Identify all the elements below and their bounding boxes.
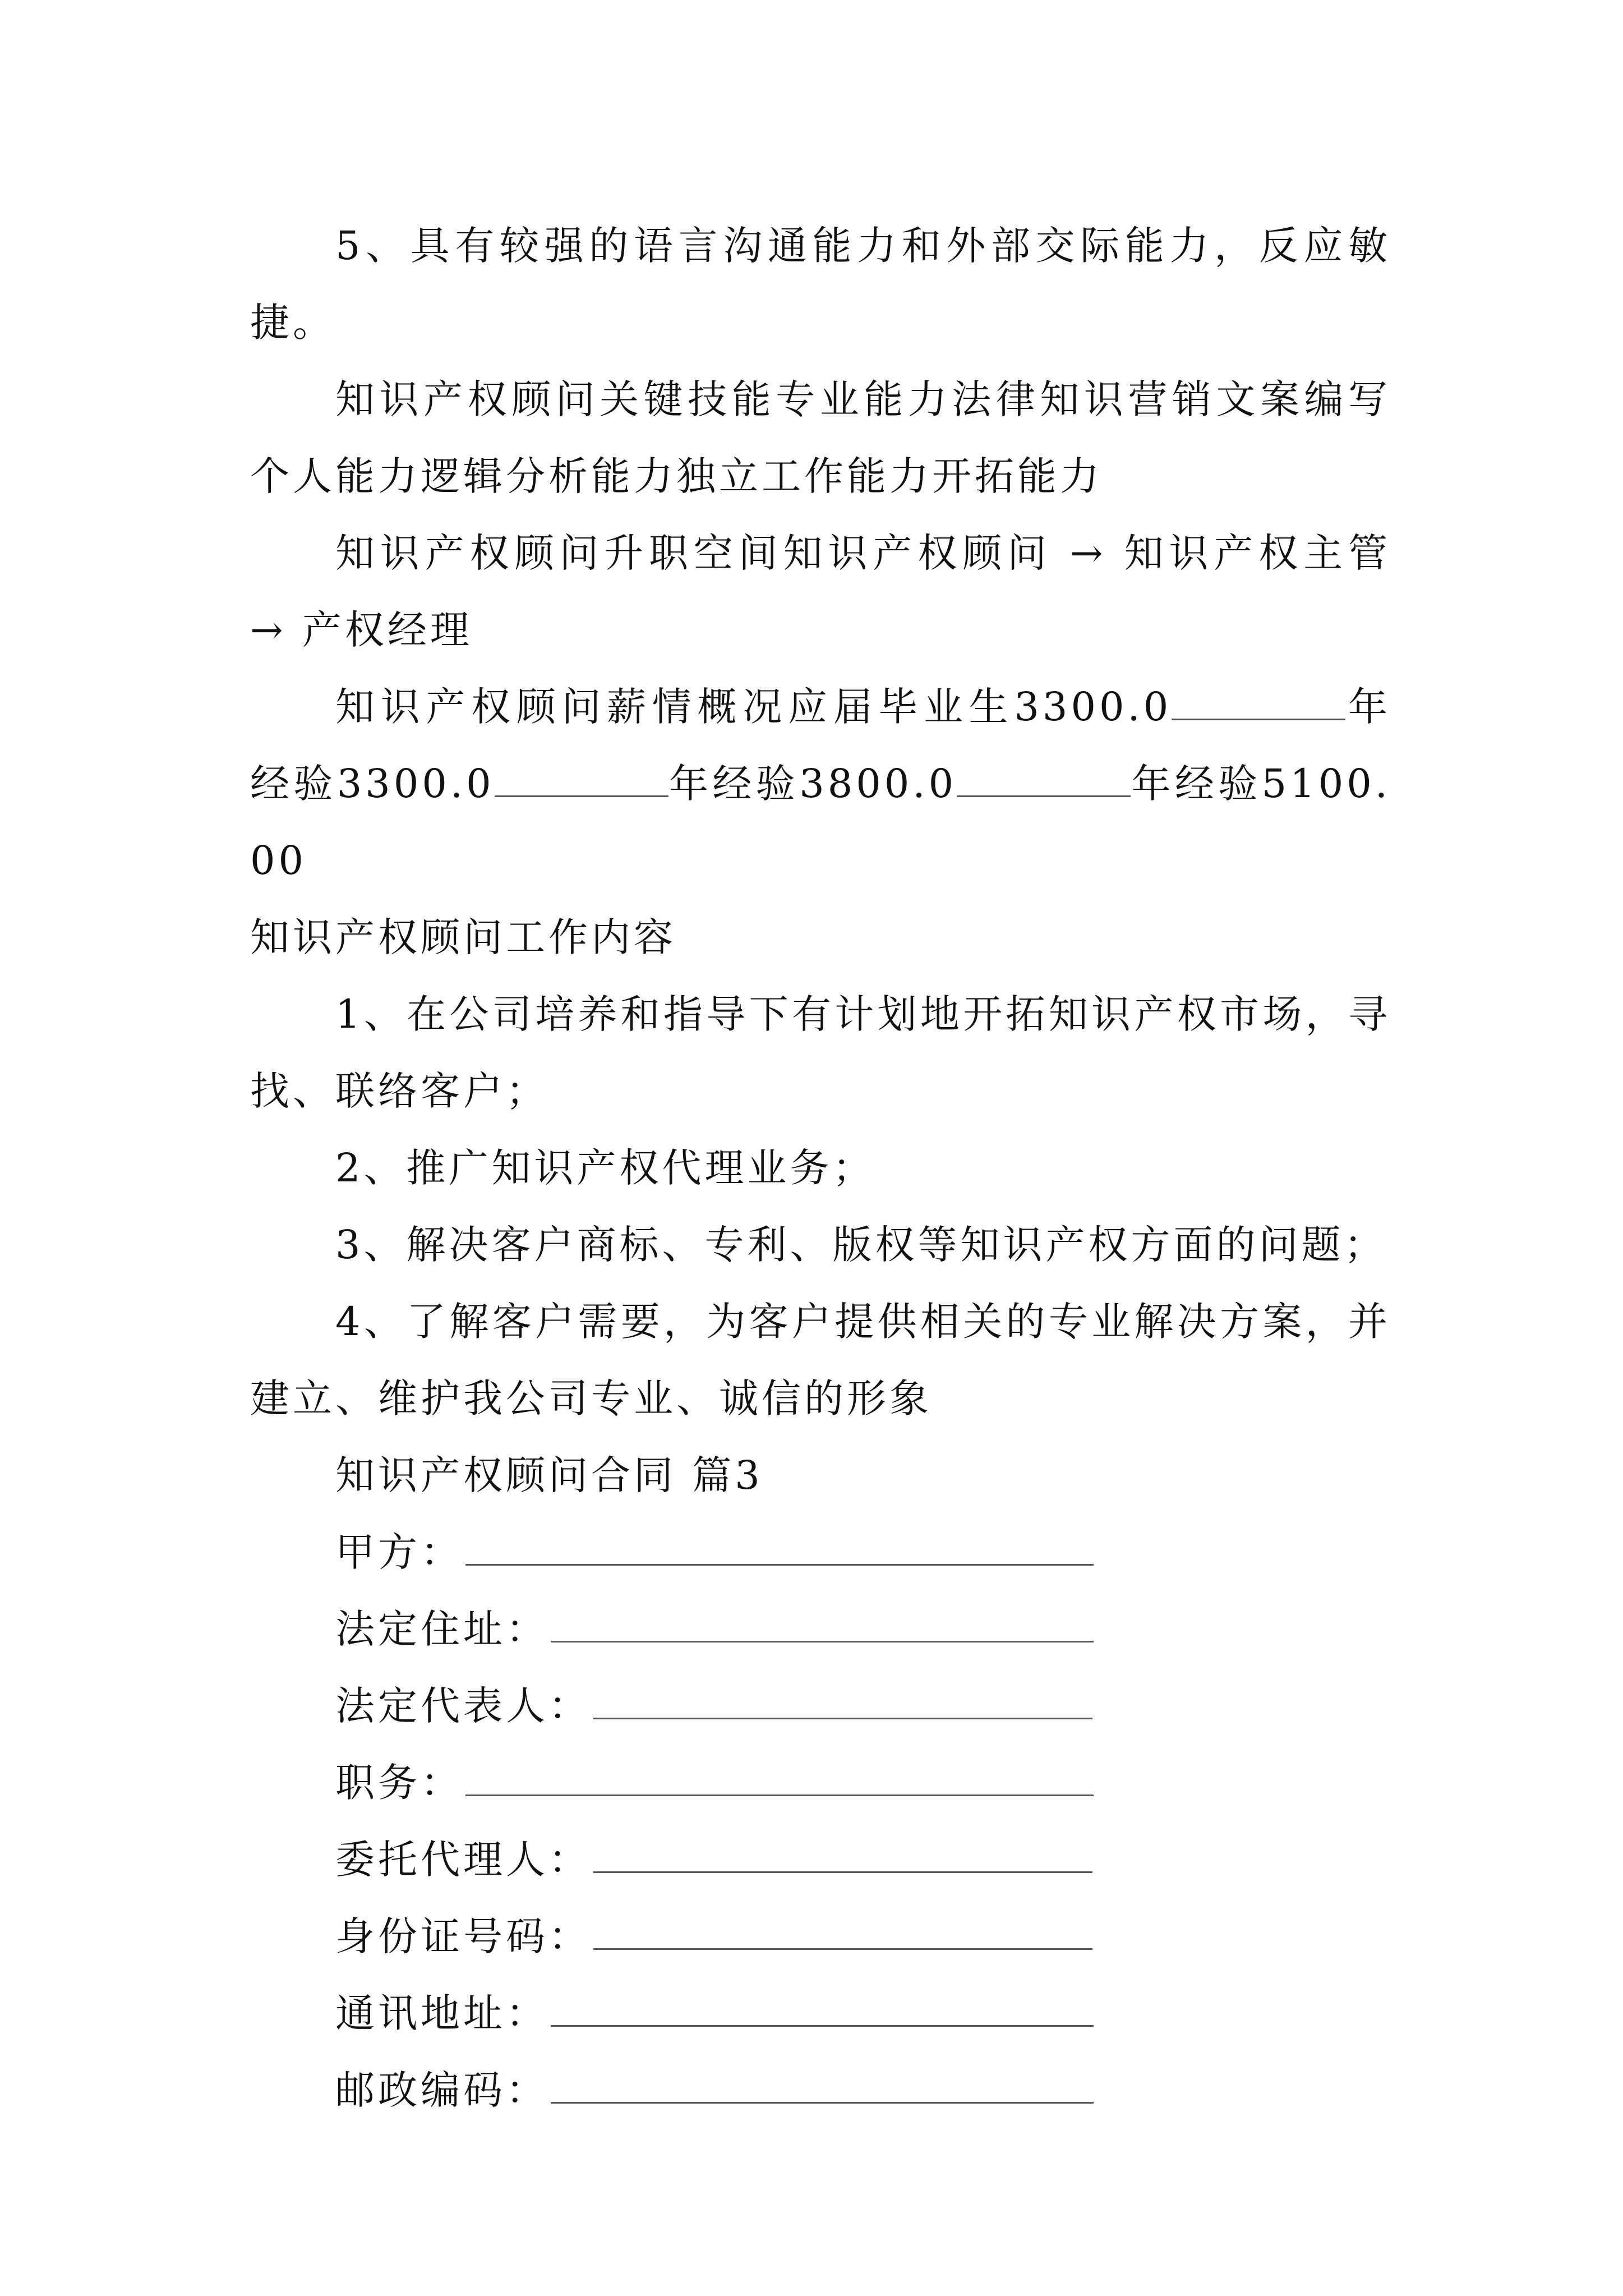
field-blank[interactable] [465, 1761, 1094, 1796]
salary-blank-1 [1172, 687, 1345, 720]
field-legal-address [250, 1591, 1391, 1668]
field-label: 职务： [335, 1760, 463, 1806]
field-blank[interactable] [465, 1530, 1094, 1566]
work-item: 3、解决客户商标、专利、版权等知识产权方面的问题； [335, 1222, 1387, 1268]
field-blank[interactable] [551, 2068, 1094, 2104]
field-party-a [250, 1514, 1391, 1591]
field-id-number [250, 1898, 1391, 1975]
salary-blank-2 [495, 764, 668, 797]
work-content-heading: 知识产权顾问工作内容 [250, 914, 676, 960]
paragraph-key-skills: 知识产权顾问关键技能专业能力法律知识营销文案编写个人能力逻辑分析能力独立工作能力开拓能力 [250, 376, 1391, 499]
field-label: 法定住址： [335, 1606, 548, 1652]
field-label: 委托代理人： [335, 1837, 591, 1883]
field-blank[interactable] [551, 1991, 1094, 2027]
salary-label-2: 年经验 [668, 761, 800, 807]
salary-value-2: 3300.0 [336, 761, 495, 807]
field-blank[interactable] [551, 1607, 1094, 1642]
field-agent [250, 1821, 1391, 1898]
paragraph-salary [250, 669, 1391, 899]
paragraph-ability: 5、具有较强的语言沟通能力和外部交际能力，反应敏捷。 [250, 223, 1391, 346]
work-item: 1、在公司培养和指导下有计划地开拓知识产权市场，寻找、联络客户； [250, 991, 1391, 1114]
field-label: 甲方： [335, 1529, 463, 1575]
field-label: 身份证号码： [335, 1913, 591, 1959]
field-label: 邮政编码： [335, 2067, 548, 2113]
field-blank[interactable] [593, 1684, 1092, 1719]
field-blank[interactable] [593, 1915, 1092, 1950]
work-item: 2、推广知识产权代理业务； [335, 1145, 875, 1191]
contract-title-text: 知识产权顾问合同 篇3 [335, 1452, 763, 1498]
field-legal-representative [250, 1668, 1391, 1745]
salary-value-3: 3800.0 [799, 761, 957, 807]
document-body [250, 208, 1391, 2129]
salary-value-4: 5100.00 [250, 761, 1391, 884]
field-blank[interactable] [593, 1838, 1092, 1873]
paragraph-promotion: 知识产权顾问升职空间知识产权顾问 → 知识产权主管 → 产权经理 [250, 530, 1391, 653]
field-postal-code [250, 2052, 1391, 2129]
salary-prefix: 知识产权顾问薪情概况应届毕业生 [335, 684, 1015, 730]
field-mailing-address [250, 1975, 1391, 2052]
field-position [250, 1745, 1391, 1821]
field-label: 法定代表人： [335, 1683, 591, 1729]
salary-blank-3 [957, 764, 1131, 797]
salary-value-1: 3300.0 [1014, 684, 1172, 730]
salary-label-3: 年经验 [1131, 761, 1262, 807]
field-label: 通讯地址： [335, 1990, 548, 2036]
contract-title [250, 1437, 1391, 1514]
work-item: 4、了解客户需要，为客户提供相关的专业解决方案，并建立、维护我公司专业、诚信的形象 [250, 1299, 1391, 1421]
salary-label-1: 年经验 [250, 684, 1391, 807]
